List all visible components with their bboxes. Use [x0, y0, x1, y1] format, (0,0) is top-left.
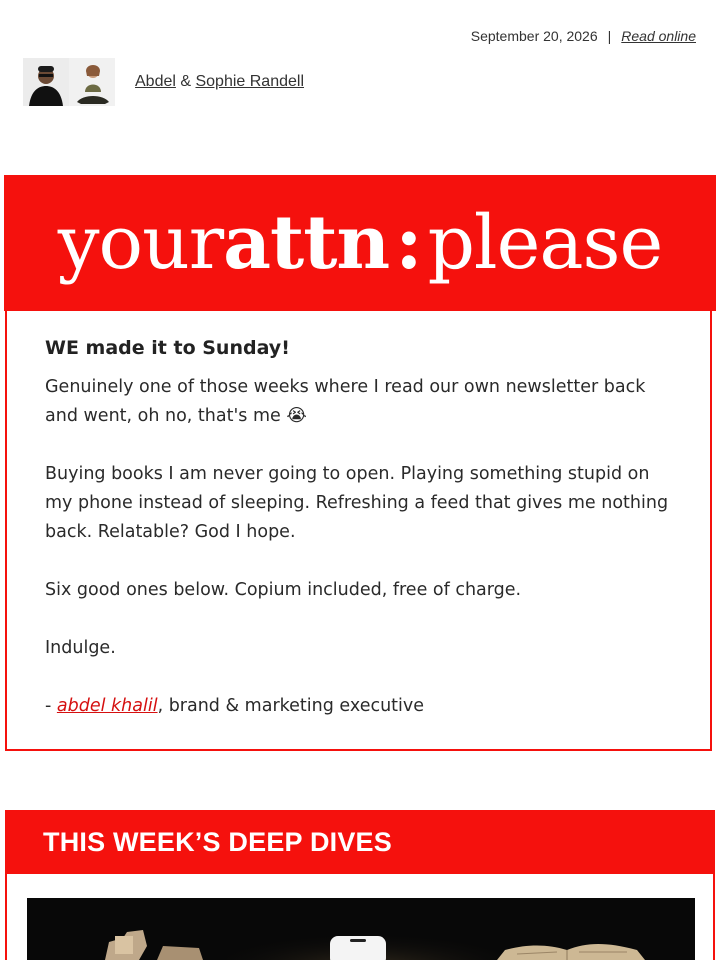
issue-date: September 20, 2026 [470, 28, 598, 44]
author-names [135, 73, 304, 91]
signoff-author-link[interactable]: abdel khalil [56, 696, 158, 716]
intro-paragraph-2: Buying books I am never going to open. Playing something stupid on my phone instead of sleeping. Refreshing a feed that gives me nothing back. Relatable? God I hope. [45, 464, 669, 542]
authors-row [23, 58, 304, 106]
signoff-prefix: - [45, 696, 57, 716]
newsletter-banner [4, 175, 716, 311]
intro-card [5, 311, 712, 751]
author-joiner: & [175, 73, 196, 90]
logo-word-please: please [427, 200, 663, 286]
deep-dives-title: THIS WEEK’S DEEP DIVES [43, 826, 392, 857]
author-avatar-abdel [23, 58, 69, 106]
intro-signoff [45, 692, 672, 721]
top-bar [471, 28, 696, 44]
deep-dives-hero-image[interactable] [27, 898, 695, 960]
logo-colon: : [395, 200, 422, 286]
intro-heading: WE made it to Sunday! [45, 337, 290, 359]
author-avatar-sophie [69, 58, 115, 106]
deep-dives-section [5, 874, 715, 960]
intro-paragraph-3: Six good ones below. Copium included, free of charge. [45, 580, 522, 600]
deep-dives-header [5, 810, 715, 874]
read-online-link[interactable]: Read online [621, 28, 696, 44]
logo-word-attn: attn [223, 200, 390, 286]
intro-paragraph-4: Indulge. [45, 638, 116, 658]
intro-paragraph-1: Genuinely one of those weeks where I read our own newsletter back and went, oh no, that's me 😭 [45, 377, 646, 426]
author-link-sophie[interactable]: Sophie Randell [195, 73, 305, 90]
signoff-title: , brand & marketing executive [157, 696, 425, 716]
logo-word-your: your [57, 200, 224, 286]
newsletter-logo [57, 200, 663, 286]
separator: | [607, 28, 612, 44]
author-link-abdel[interactable]: Abdel [135, 73, 176, 90]
